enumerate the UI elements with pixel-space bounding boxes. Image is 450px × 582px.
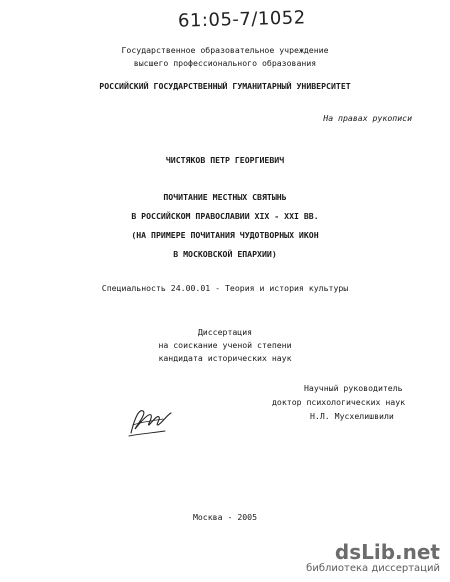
- rights-note: На правах рукописи: [323, 113, 412, 123]
- title-line-4: В МОСКОВСКОЙ ЕПАРХИИ): [173, 249, 277, 259]
- watermark-logo: dsLib.net: [334, 540, 440, 564]
- university-name: РОССИЙСКИЙ ГОСУДАРСТВЕННЫЙ ГУМАНИТАРНЫЙ УНИВЕРСИТЕТ: [99, 81, 351, 91]
- advisor-line-1: Научный руководитель: [304, 383, 403, 393]
- handwritten-catalog-code: 61:05-7/1052: [177, 7, 306, 32]
- author-name: ЧИСТЯКОВ ПЕТР ГЕОРГИЕВИЧ: [165, 155, 285, 165]
- watermark-subtitle: библиотека диссертаций: [306, 563, 440, 574]
- title-line-2: В РОССИЙСКОМ ПРАВОСЛАВИИ XIX - XXI ВВ.: [131, 211, 319, 221]
- dslib-watermark: [306, 542, 440, 574]
- institution-line-1: Государственное образовательное учреждение: [121, 45, 329, 55]
- title-line-1: ПОЧИТАНИЕ МЕСТНЫХ СВЯТЫНЬ: [163, 192, 287, 202]
- institution-line-2: высшего профессионального образования: [133, 58, 317, 68]
- dissertation-line-1: Диссертация: [197, 327, 253, 337]
- advisor-line-3: Н.Л. Мусхелишвили: [310, 411, 394, 421]
- specialty: Специальность 24.00.01 - Теория и история культуры: [101, 283, 349, 293]
- dissertation-line-3: кандидата исторических наук: [158, 353, 292, 363]
- city-year: Москва - 2005: [192, 512, 258, 522]
- handwritten-signature: [125, 403, 175, 439]
- title-line-3: (НА ПРИМЕРЕ ПОЧИТАНИЯ ЧУДОТВОРНЫХ ИКОН: [131, 230, 319, 240]
- advisor-line-2: доктор психологических наук: [272, 397, 406, 407]
- dissertation-line-2: на соискание ученой степени: [158, 340, 292, 350]
